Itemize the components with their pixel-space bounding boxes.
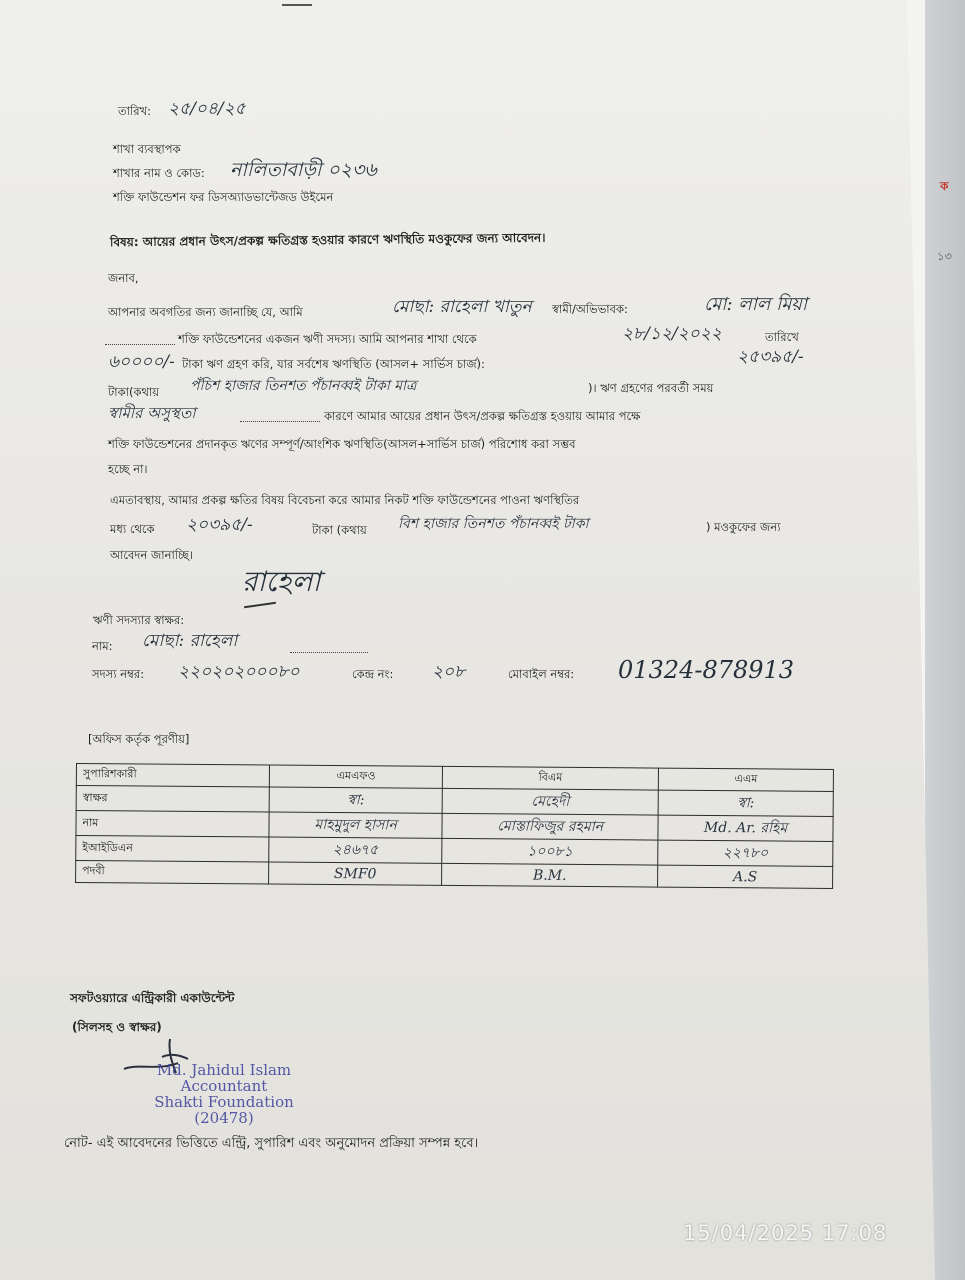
loan-balance: ২৫৩৯৫/-	[737, 347, 804, 367]
table-cell: ২২৭৮০	[658, 840, 833, 866]
para1-l4-post: )। ঋণ গ্রহণের পরবর্তী সময়	[588, 381, 714, 395]
table-header-cell: এমএফও	[269, 765, 442, 788]
guardian-name: মো: লাল মিয়া	[704, 294, 808, 315]
header-line1: শাখা ব্যবস্থাপক	[113, 142, 181, 156]
table-cell: SMF0	[269, 862, 442, 885]
table-cell: A.S	[658, 865, 833, 888]
stamp-id: (20478)	[194, 1109, 254, 1127]
table-cell: মোস্তাফিজুর রহমান	[442, 813, 658, 840]
header-branch-value: নালিতাবাড়ী ০২৩৬	[230, 159, 377, 181]
table-cell: স্বা:	[658, 790, 833, 816]
para1-l2-post: তারিখে	[765, 330, 799, 344]
subject-line: বিষয়: আয়ের প্রধান উৎস/প্রকল্প ক্ষতিগ্রস্ত হওয়ার কারণে ঋণস্থিতি মওকুফের জন্য আবেদন।	[109, 230, 546, 250]
salutation: জনাব,	[108, 271, 139, 285]
footer-note: নোট- এই আবেদনের ভিত্তিতে এন্ট্রি, সুপারিশ এবং অনুমোদন প্রক্রিয়া সম্পন্ন হবে।	[64, 1136, 479, 1151]
para1-l3-text: টাকা ঋণ গ্রহণ করি, যার সর্বশেষ ঋণস্থিতি (আসল+ সার্ভিস চার্জ):	[182, 357, 485, 371]
balance-in-words: পঁচিশ হাজার তিনশত পঁচানব্বই টাকা মাত্র	[190, 378, 417, 394]
member-signature-label: ঋণী সদস্যার স্বাক্ষর:	[93, 613, 185, 627]
para1-l4-pre: টাকা(কথায়	[108, 385, 160, 399]
center-label: কেন্দ্র নং:	[352, 667, 394, 681]
dots-name	[290, 652, 368, 653]
table-row-label: পদবী	[76, 861, 269, 885]
photo-timestamp: 15/04/2025 17:08	[683, 1221, 888, 1245]
dots-l2	[105, 344, 175, 345]
mobile-label: মোবাইল নম্বর:	[508, 667, 575, 681]
fold-mark	[282, 4, 312, 6]
applicant-name: মোছা: রাহেলা খাতুন	[392, 297, 532, 317]
para2-l2-post: ) মওকুফের জন্য	[706, 520, 781, 534]
table-header-cell: সুপারিশকারী	[76, 764, 269, 788]
para1-l1-pre: আপনার অবগতির জন্য জানাচ্ছি যে, আমি	[108, 305, 303, 319]
para1-l5-post: কারণে আমার আয়ের প্রধান উৎস/প্রকল্প ক্ষতিগ্রস্ত হওয়ায় আমার পক্ষে	[324, 409, 641, 423]
para1-l2-pre: শক্তি ফাউন্ডেশনের একজন ঋণী সদস্য। আমি আপনার শাখা থেকে	[178, 332, 477, 346]
para2-l1: এমতাবস্থায়, আমার প্রকল্প ক্ষতির বিষয় বিবেচনা করে আমার নিকট শক্তি ফাউন্ডেশনের পাওনা ঋণস্থিতির	[110, 493, 580, 507]
para1-l6: শক্তি ফাউন্ডেশনের প্রদানকৃত ঋণের সম্পূর্ণ/আংশিক ঋণস্থিতি(আসল+সার্ভিস চার্জ) পরিশোধ করা সম্ভব	[108, 437, 576, 451]
table-cell: মাহমুদুল হাসান	[269, 812, 442, 838]
accountant-stamp	[138, 1062, 310, 1126]
table-cell: স্বা:	[269, 787, 442, 813]
office-use-note: [অফিস কর্তৃক পূরণীয়]	[88, 732, 190, 746]
header-line3: শক্তি ফাউন্ডেশন ফর ডিসঅ্যাডভান্টেজড উইমেন	[113, 190, 334, 204]
para1-l7: হচ্ছে না।	[108, 462, 148, 476]
table-cell: B.M.	[442, 863, 658, 887]
date-label: তারিখ:	[118, 104, 152, 118]
date-value: ২৫/০৪/২৫	[168, 99, 246, 119]
table-cell: Md. Ar. রহিম	[658, 815, 833, 841]
table-cell: ১০০৮১	[442, 838, 658, 865]
member-number-label: সদস্য নম্বর:	[92, 667, 145, 681]
table-row-label: নাম	[76, 811, 269, 838]
stamp-name: Md. Jahidul Islam	[156, 1061, 292, 1079]
para2-l2-mid: টাকা (কথায়	[312, 523, 367, 537]
side-mark-a: ক	[940, 179, 949, 193]
table-header-cell: বিএম	[442, 766, 658, 790]
member-name-label: নাম:	[92, 639, 113, 653]
table-header-cell: এএম	[658, 768, 833, 791]
dots-l5	[240, 421, 320, 422]
applicant-signature: রাহেলা	[242, 565, 321, 598]
mobile-value: 01324-878913	[618, 656, 795, 684]
stamp-designation: Accountant	[180, 1077, 268, 1095]
table-row-label: স্বাক্ষর	[76, 786, 269, 813]
para1-l1-mid: স্বামী/অভিভাবক:	[552, 302, 628, 316]
waiver-amount: ২০৩৯৫/-	[186, 515, 253, 535]
accountant-title: সফটওয়্যারে এন্ট্রিকারী একাউন্টেন্ট	[70, 991, 235, 1005]
accountant-sign-note: (সিলসহ ও স্বাক্ষর)	[72, 1020, 162, 1034]
stamp-organization: Shakti Foundation	[154, 1093, 294, 1111]
center-value: ২০৮	[432, 662, 466, 682]
waiver-in-words: বিশ হাজার তিনশত পঁচানব্বই টাকা	[398, 516, 589, 532]
header-branch-label: শাখার নাম ও কোড:	[113, 166, 205, 180]
table-cell: ২৪৬৭৫	[269, 837, 442, 863]
table-cell: মেহেদী	[442, 788, 658, 815]
para2-l2-pre: মধ্য থেকে	[110, 522, 155, 536]
recommendation-table	[75, 763, 834, 889]
side-mark-b: ১৩	[937, 249, 952, 263]
table-row-label: ইআইডিএন	[76, 836, 269, 863]
loan-date: ২৮/১২/২০২২	[622, 324, 722, 344]
para2-l3: আবেদন জানাচ্ছি।	[110, 548, 194, 562]
damage-reason: স্বামীর অসুস্থতা	[108, 404, 196, 422]
member-name-value: মোছা: রাহেলা	[142, 631, 238, 651]
loan-amount: ৬০০০০/-	[108, 352, 175, 372]
member-number-value: ২২০২০২০০০৮০	[178, 662, 300, 682]
